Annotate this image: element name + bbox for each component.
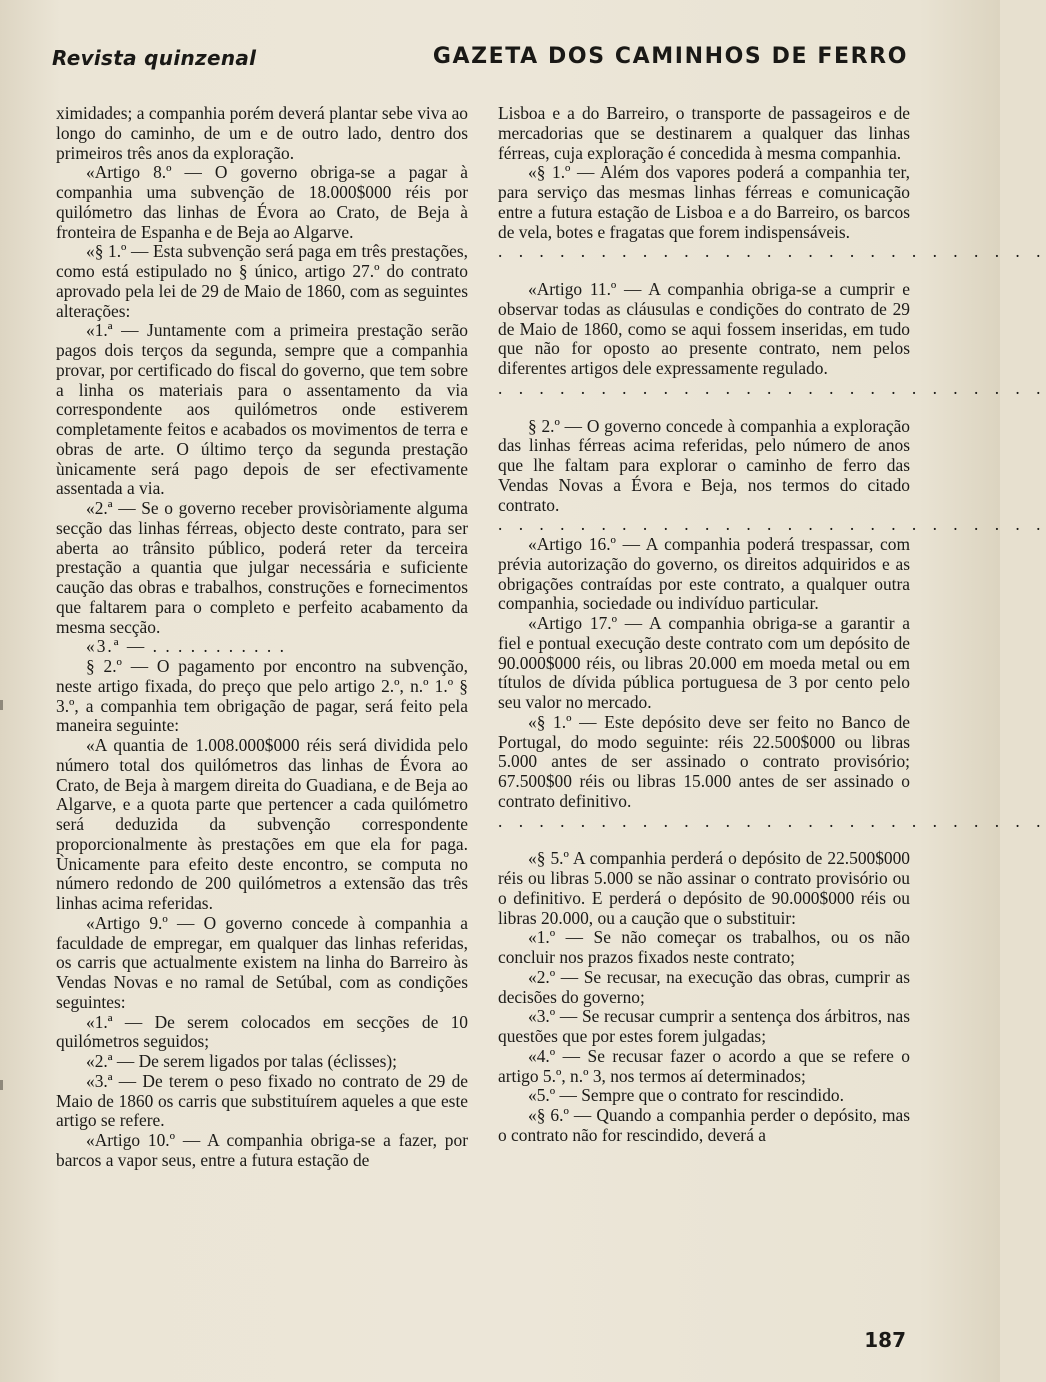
ellipsis-line: . . . . . . . . . . . . . . . . . . . . . . . . . . . xyxy=(498,241,1046,262)
paragraph: Lisboa e a do Barreiro, o transporte de passageiros e de mercadorias que se destinarem a qualquer das linhas férreas, cuja exploração é concedida à mesma companhia. xyxy=(498,103,910,163)
header-left-title: Revista quinzenal xyxy=(52,46,257,70)
paragraph: ximidades; a companhia porém deverá plantar sebe viva ao longo do caminho, de um e de outro lado, dentro dos primeiros três anos da exploração. xyxy=(56,103,468,163)
paragraph: «Artigo 17.º — A companhia obriga-se a garantir a fiel e pontual execução deste contrato com um depósito de 90.000$000 réis, ou libras 20.000 em moeda metal ou em títulos de dívida pública portuguesa de 3 por cento pelo seu valor no mercado. xyxy=(498,613,910,712)
paragraph: «1.ª — Juntamente com a primeira prestação serão pagos dois terços da segunda, sempre que a companhia provar, por certificado do fiscal do governo, que tem sobre a linha os materiais para o assentamento da via correspondente aos quilómetros onde estiverem completamente feitos e acabados os movimentos de terra e obras de arte. O último terço da segunda prestação ùnicamente será pago depois de ser efectivamente assentada a via. xyxy=(56,320,468,499)
paragraph: «§ 6.º — Quando a companhia perder o depósito, mas o contrato não for rescindido, deverá a xyxy=(498,1105,910,1145)
paragraph: «§ 1.º — Esta subvenção será paga em três prestações, como está estipulado no § único, artigo 27.º do contrato aprovado pela lei de 29 de Maio de 1860, com as seguintes alterações: xyxy=(56,241,468,321)
ellipsis-line: . . . . . . . . . . . . . . . . . . . . . . . . . . . xyxy=(498,377,1046,398)
page-number: 187 xyxy=(864,1328,906,1352)
paragraph: «3.ª — De terem o peso fixado no contrato de 29 de Maio de 1860 os carris que substituírem aqueles a que este artigo se refere. xyxy=(56,1070,468,1131)
paragraph: «2.º — Se recusar, na execução das obras, cumprir as decisões do governo; xyxy=(498,966,910,1007)
paragraph: «§ 1.º — Este depósito deve ser feito no Banco de Portugal, do modo seguinte: réis 22.500$000 ou libras 5.000 antes de ser assinado o contrato provisório; 67.500$00 réis ou libras 15.000 antes de ser assinado o contrato definitivo. xyxy=(498,711,910,811)
paragraph: § 2.º — O governo concede à companhia a exploração das linhas férreas acima referidas, pelo número de anos que lhe faltam para explorar o caminho de ferro das Vendas Novas a Évora e Beja, nos termos do citado contrato. xyxy=(498,415,910,515)
spacer xyxy=(498,831,910,849)
paragraph: «Artigo 8.º — O governo obriga-se a pagar à companhia uma subvenção de 18.000$000 réis por quilómetro das linhas de Évora ao Crato, de Beja à fronteira de Espanha e de Beja ao Algarve. xyxy=(56,162,468,242)
paragraph: «3.º — Se recusar cumprir a sentença dos árbitros, nas questões que por estes forem julgadas; xyxy=(498,1006,910,1046)
paragraph: «4.º — Se recusar fazer o acordo a que se refere o artigo 5.º, n.º 3, nos termos aí determinados; xyxy=(498,1045,910,1086)
binding-mark xyxy=(0,700,3,710)
paragraph: § 2.º — O pagamento por encontro na subvenção, neste artigo fixada, do preço que pelo artigo 2.º, n.º 1.º § 3.º, a companhia tem obrigação de pagar, será feito pela maneira seguinte: xyxy=(56,656,468,736)
paragraph: «Artigo 9.º — O governo concede à companhia a faculdade de empregar, em qualquer das linhas referidas, os carris que actualmente existem na linha do Barreiro às Vendas Novas e no ramal de Setúbal, com as condições seguintes: xyxy=(56,912,468,1012)
paragraph: «1.ª — De serem colocados em secções de 10 quilómetros seguidos; xyxy=(56,1011,468,1052)
paragraph: «2.ª — Se o governo receber provisòriamente alguma secção das linhas férreas, objecto deste contrato, para ser aberta ao trânsito público, poderá reter da terceira prestação a quantia que julgar necessária e suficiente caução das obras e trabalhos, construções e fornecimentos que faltarem para o completo e perfeito acabamento da mesma secção. xyxy=(56,498,468,637)
paragraph: «2.ª — De serem ligados por talas (éclisses); xyxy=(86,1051,397,1071)
paragraph: «3.ª — . . . . . . . . . . . xyxy=(86,636,286,657)
paragraph: «1.º — Se não começar os trabalhos, ou os não concluir nos prazos fixados neste contrato; xyxy=(498,927,910,967)
paragraph: «Artigo 10.º — A companhia obriga-se a fazer, por barcos a vapor seus, entre a futura estação de xyxy=(56,1130,468,1170)
paragraph: «5.º — Sempre que o contrato for rescindido. xyxy=(528,1085,844,1106)
paragraph: «§ 5.º A companhia perderá o depósito de 22.500$000 réis ou libras 5.000 se não assinar o contrato provisório ou o definitivo. E perderá o depósito de 90.000$000 réis ou libras 20.000, ou a caução que o substituir: xyxy=(498,848,910,928)
running-header xyxy=(52,44,908,74)
header-right-title: GAZETA DOS CAMINHOS DE FERRO xyxy=(432,44,908,69)
paragraph: «Artigo 16.º — A companhia poderá trespassar, com prévia autorização do governo, os direitos adquiridos e as obrigações contraídas por este contrato, a qualquer outra companhia, sociedade ou indivíduo particular. xyxy=(498,534,910,614)
paragraph: «Artigo 11.º — A companhia obriga-se a cumprir e observar todas as cláusulas e condições do contrato de 29 de Maio de 1860, como se aqui fossem inseridas, em tudo que não for oposto ao presente contrato, nem pelos diferentes artigos dele expressamente regulado. xyxy=(498,279,910,378)
spacer xyxy=(498,262,910,280)
right-column xyxy=(498,103,1046,1146)
ellipsis-line: . . . . . . . . . . . . . . . . . . . . . . . . . . . xyxy=(498,810,1046,831)
binding-mark xyxy=(0,1080,3,1090)
ellipsis-line: . . . . . . . . . . . . . . . . . . . . . . . . . . . xyxy=(498,514,1046,535)
left-column xyxy=(56,104,468,1171)
spacer xyxy=(498,399,910,417)
paragraph: «A quantia de 1.008.000$000 réis será dividida pelo número total dos quilómetros das linhas de Évora ao Crato, de Beja à margem direita do Guadiana, e de Beja ao Algarve, e a quota parte que pertencer a cada quilómetro será deduzida da subvenção correspondente proporcionalmente às prestações em que ela for paga. Ùnicamente para efeito deste encontro, se computa no número redondo de 200 quilómetros a extensão das três linhas acima referidas. xyxy=(56,735,468,913)
paragraph: «§ 1.º — Além dos vapores poderá a companhia ter, para serviço das mesmas linhas férreas e comunicação entre a futura estação de Lisboa e a do Barreiro, os barcos de vela, botes e fragatas que forem indispensáveis. xyxy=(498,162,910,242)
